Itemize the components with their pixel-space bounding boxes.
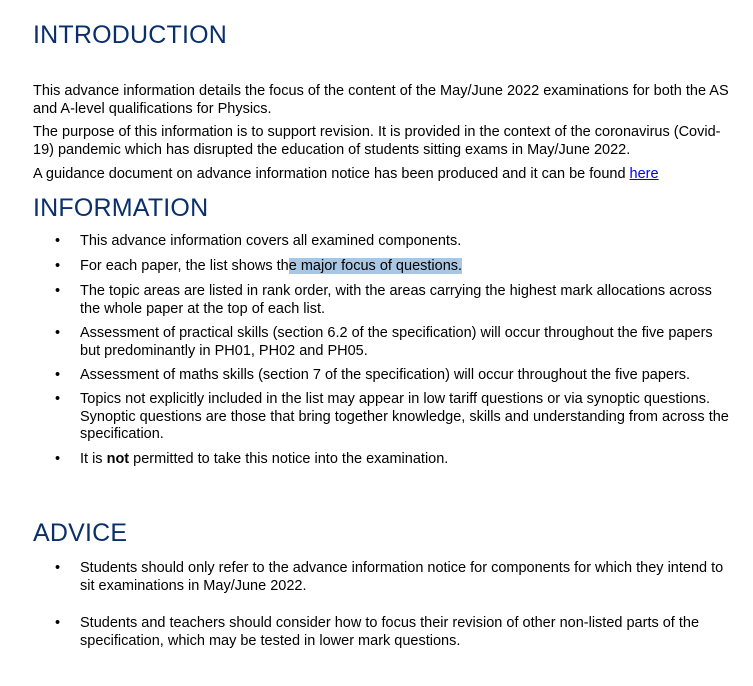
list-item-text: Assessment of maths skills (section 7 of the specification) will occur throughout the five papers. bbox=[80, 367, 691, 383]
bullet-icon: • bbox=[55, 258, 61, 274]
bullet-icon: • bbox=[55, 283, 61, 299]
bullet-icon: • bbox=[55, 615, 61, 631]
bullet-icon: • bbox=[55, 391, 61, 407]
bullet-icon: • bbox=[55, 367, 61, 383]
list-item-text-start: For each paper, the list shows th bbox=[80, 258, 289, 274]
selected-text-highlight[interactable]: e major focus of questions. bbox=[288, 258, 463, 274]
information-heading: INFORMATION bbox=[33, 194, 209, 222]
bullet-icon: • bbox=[55, 451, 61, 467]
bullet-icon: • bbox=[55, 560, 61, 576]
intro-paragraph-2: The purpose of this information is to support revision. It is provided in the context of the coronavirus (Covid-19) pandemic which has disrupted the education of students sitting exams in May/June 2022. bbox=[33, 124, 721, 158]
list-item-text: Topics not explicitly included in the list may appear in low tariff questions or via synoptic questions. Synoptic questions are those that bring together knowledge, skills and understanding from across the specification. bbox=[80, 391, 729, 442]
list-item-text: Assessment of practical skills (section 6.2 of the specification) will occur throughout the five papers but predominantly in PH01, PH02 and PH05. bbox=[80, 325, 713, 359]
guidance-text: A guidance document on advance information notice has been produced and it can be found bbox=[33, 166, 630, 182]
emphasis-not: not bbox=[106, 451, 130, 467]
bullet-icon: • bbox=[55, 325, 61, 341]
intro-paragraph-1: This advance information details the focus of the content of the May/June 2022 examinations for both the AS and A-level qualifications for Physics. bbox=[33, 83, 729, 117]
list-item-text bbox=[80, 451, 730, 469]
list-item-text-start: It is bbox=[80, 451, 107, 467]
list-item-text: Students should only refer to the advance information notice for components for which they intend to sit examinations in May/June 2022. bbox=[80, 560, 724, 594]
list-item-text: This advance information covers all examined components. bbox=[80, 233, 462, 249]
intro-paragraph-3 bbox=[33, 166, 733, 184]
list-item-text: Students and teachers should consider how to focus their revision of other non-listed parts of the specification, which may be tested in lower mark questions. bbox=[80, 615, 700, 649]
list-item-text bbox=[80, 258, 730, 276]
advice-heading: ADVICE bbox=[33, 519, 128, 547]
bullet-icon: • bbox=[55, 233, 61, 249]
guidance-link[interactable]: here bbox=[629, 166, 659, 182]
list-item-text-end: permitted to take this notice into the examination. bbox=[129, 451, 449, 467]
list-item-text: The topic areas are listed in rank order, with the areas carrying the highest mark allocations across the whole paper at the top of each list. bbox=[80, 283, 712, 317]
introduction-heading: INTRODUCTION bbox=[33, 21, 228, 49]
